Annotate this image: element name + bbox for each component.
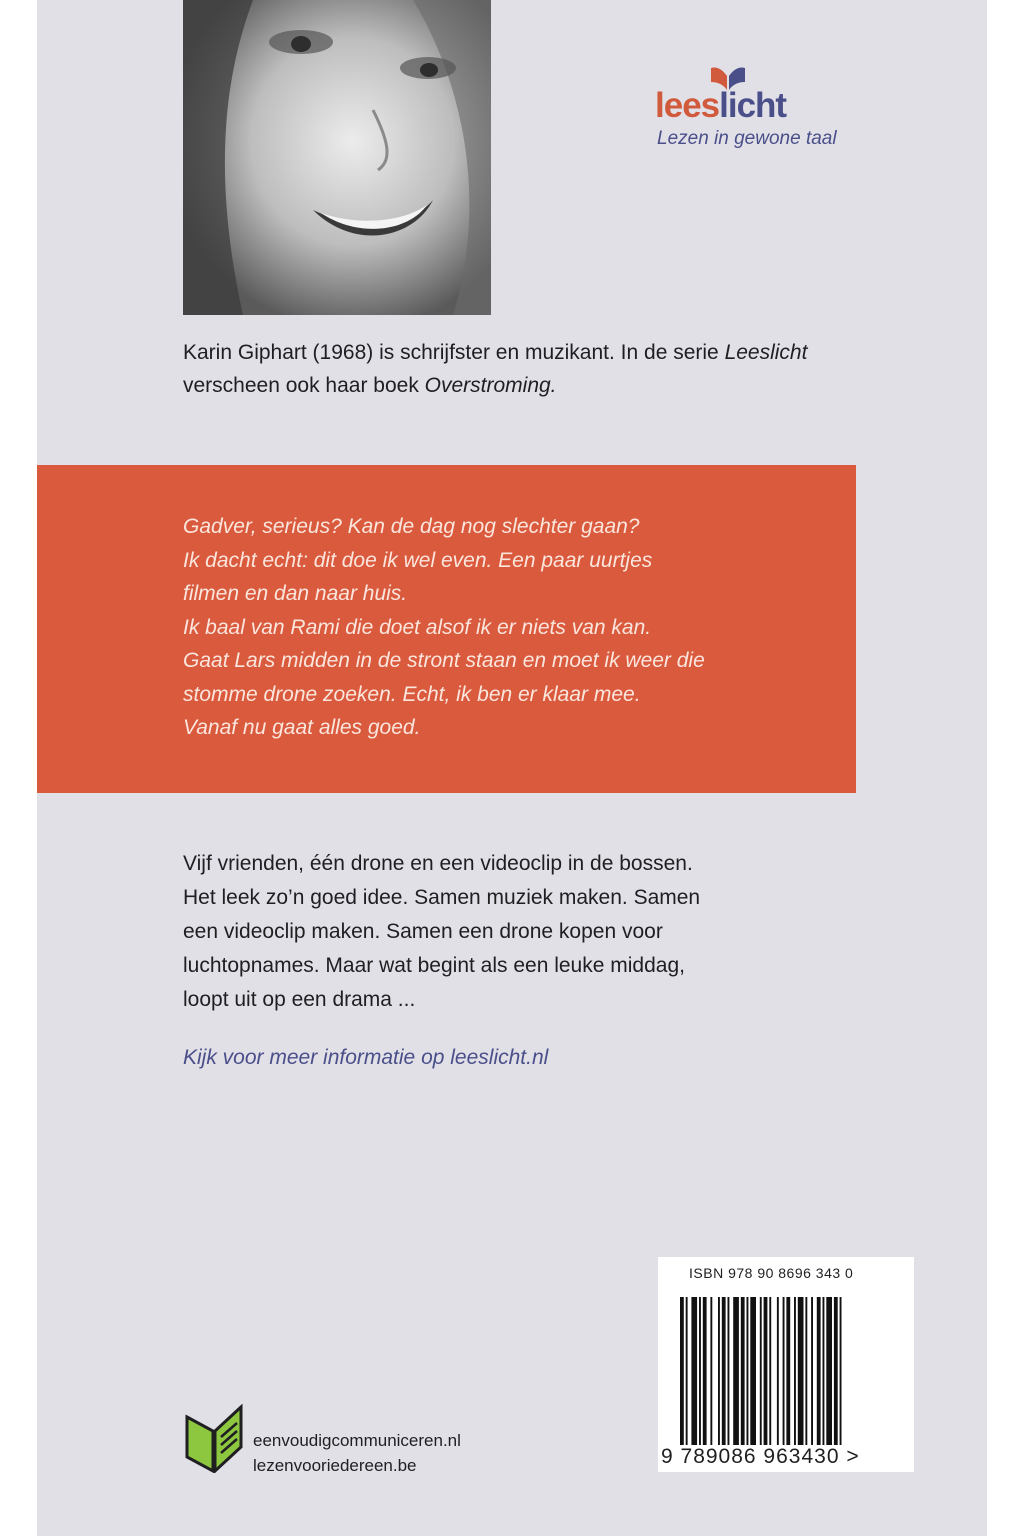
ean-digits: 9 789086 963430 > <box>661 1445 860 1468</box>
info-link[interactable]: Kijk voor meer informatie op leeslicht.nl <box>183 1046 549 1069</box>
quote-line: Gaat Lars midden in de stront staan en moet ik weer die <box>183 649 705 672</box>
blurb-line: luchtopnames. Maar wat begint als een leuke middag, <box>183 954 685 977</box>
blurb-line: Het leek zo’n goed idee. Samen muziek maken. Samen <box>183 886 701 909</box>
logo-tagline: Lezen in gewone taal <box>657 128 837 149</box>
excerpt-quote <box>183 510 843 745</box>
author-bio: Karin Giphart (1968) is schrijfster en muzikant. In de serie Leeslicht verscheen ook haar boek Overstroming. <box>183 341 808 397</box>
quote-line: Ik baal van Rami die doet alsof ik er niets van kan. <box>183 615 652 639</box>
series-title: Leeslicht <box>724 341 808 364</box>
publisher-link-be[interactable]: lezenvooriedereen.be <box>253 1456 417 1475</box>
publisher-logo <box>183 1403 245 1477</box>
quote-line: Gadver, serieus? Kan de dag nog slechter gaan? <box>183 515 640 538</box>
isbn-number: ISBN 978 90 8696 343 0 <box>689 1265 854 1281</box>
barcode-icon <box>680 1297 894 1445</box>
quote-line: Vanaf nu gaat alles goed. <box>183 716 421 739</box>
book-title: Overstroming. <box>424 374 557 397</box>
quote-line: Ik dacht echt: dit doe ik wel even. Een paar uurtjes <box>183 548 653 572</box>
quote-box <box>37 465 856 793</box>
open-book-logo-icon <box>183 1403 245 1473</box>
barcode-panel <box>658 1257 914 1472</box>
quote-line: filmen en dan naar huis. <box>183 582 408 605</box>
blurb-line: Vijf vrienden, één drone en een videoclip in de bossen. <box>183 852 693 875</box>
blurb-line: een videoclip maken. Samen een drone kopen voor <box>183 920 663 943</box>
quote-line: stomme drone zoeken. Echt, ik ben er klaar mee. <box>183 682 641 706</box>
publisher-link-nl[interactable]: eenvoudigcommuniceren.nl <box>253 1431 461 1450</box>
book-blurb <box>183 847 863 1017</box>
author-photo <box>183 0 491 315</box>
logo-wordmark: leeslicht <box>655 86 787 125</box>
publisher-links <box>253 1428 461 1478</box>
leeslicht-logo <box>655 64 885 164</box>
blurb-line: loopt uit op een drama ... <box>183 988 416 1011</box>
